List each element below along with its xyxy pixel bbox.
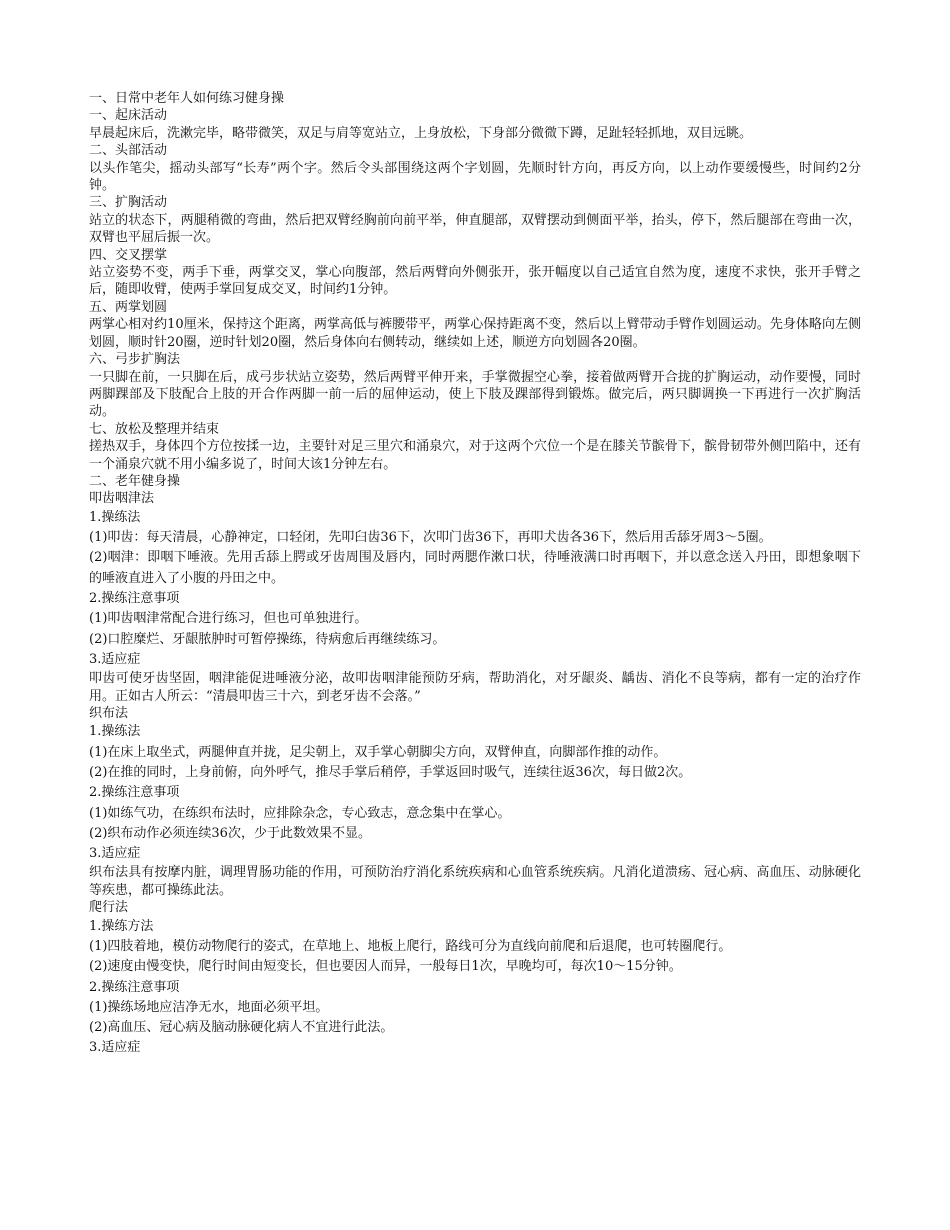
heading-relax: 七、放松及整理并结束 bbox=[89, 421, 220, 437]
heading-crawling: 爬行法 bbox=[89, 900, 129, 916]
list-item: 3.适应症 bbox=[89, 651, 141, 667]
heading-head: 二、头部活动 bbox=[89, 143, 168, 159]
heading-lunge: 六、弓步扩胸法 bbox=[89, 352, 181, 368]
list-item: 2.操练注意事项 bbox=[89, 979, 180, 995]
list-item: (1)操练场地应洁净无水，地面必须平坦。 bbox=[89, 999, 329, 1015]
list-item: (2)咽津：即咽下唾液。先用舌舔上腭或牙齿周围及唇内，同时两腮作漱口状，待唾液满口时再咽下，并以意念送入丹田，即想象咽下的唾液直进入了小腹的丹田之中。 bbox=[89, 550, 861, 586]
list-item: (2)口腔糜烂、牙龈脓肿时可暂停操练，待病愈后再继续练习。 bbox=[89, 631, 446, 647]
paragraph: 站立的状态下，两腿稍微的弯曲，然后把双臂经胸前向前平举，伸直腿部，双臂摆动到侧面平举，抬头，停下，然后腿部在弯曲一次，双臂也平屈后振一次。 bbox=[89, 212, 861, 246]
heading-palm-circles: 五、两掌划圆 bbox=[89, 299, 168, 315]
heading-main-2: 二、老年健身操 bbox=[89, 473, 181, 489]
paragraph: 早晨起床后，洗漱完毕，略带微笑，双足与肩等宽站立，上身放松，下身部分微微下蹲，足趾轻轻抓地，双目远眺。 bbox=[89, 125, 753, 141]
list-item: 1.操练法 bbox=[89, 509, 141, 525]
paragraph: 以头作笔尖，摇动头部写“长寿”两个字。然后令头部围绕这两个字划圆，先顺时针方向，再反方向，以上动作要缓慢些，时间约2分钟。 bbox=[89, 160, 861, 194]
heading-wake-up: 一、起床活动 bbox=[89, 108, 168, 124]
paragraph: 叩齿可使牙齿坚固，咽津能促进唾液分泌，故叩齿咽津能预防牙病，帮助消化，对牙龈炎、龋齿、消化不良等病，都有一定的治疗作用。正如古人所云：“清晨叩齿三十六，到老牙齿不会落。” bbox=[89, 671, 861, 704]
paragraph: 织布法具有按摩内脏，调理胃肠功能的作用，可预防治疗消化系统疾病和心血管系统疾病。凡消化道溃疡、冠心病、高血压、动脉硬化等疾患，都可操练此法。 bbox=[89, 865, 861, 898]
list-item: (2)织布动作必须连续36次，少于此数效果不显。 bbox=[89, 825, 371, 841]
list-item: (1)在床上取坐式，两腿伸直并拢，足尖朝上，双手掌心朝脚尖方向，双臂伸直，向脚部作推的动作。 bbox=[89, 744, 667, 760]
document-body bbox=[89, 90, 861, 1059]
heading-main-1: 一、日常中老年人如何练习健身操 bbox=[89, 91, 285, 106]
list-item: (2)高血压、冠心病及脑动脉硬化病人不宜进行此法。 bbox=[89, 1020, 394, 1036]
list-item: 2.操练注意事项 bbox=[89, 590, 180, 606]
list-item: (1)叩齿：每天清晨，心静神定，口轻闭，先叩臼齿36下，次叩门齿36下，再叩犬齿各36下，然后用舌舔牙周3～5圈。 bbox=[89, 530, 772, 546]
heading-chest: 三、扩胸活动 bbox=[89, 195, 168, 211]
list-item: (1)如练气功，在练织布法时，应排除杂念，专心致志，意念集中在掌心。 bbox=[89, 805, 511, 821]
paragraph: 一只脚在前，一只脚在后，成弓步状站立姿势，然后两臂平伸开来，手掌微握空心拳，接着做两臂开合拢的扩胸运动，动作要慢，同时两脚踝部及下肢配合上肢的开合作两脚一前一后的屈伸运动，使上下肢及踝部得到锻炼。做完后，两只脚调换一下再进行一次扩胸活动。 bbox=[89, 369, 861, 420]
list-item: (2)在推的同时，上身前俯，向外呼气，推尽手掌后稍停，手掌返回时吸气，连续往返36次，每日做2次。 bbox=[89, 764, 692, 780]
heading-cross-palms: 四、交叉摆掌 bbox=[89, 247, 168, 263]
list-item: 1.操练方法 bbox=[89, 918, 154, 934]
list-item: 3.适应症 bbox=[89, 1040, 141, 1056]
paragraph: 搓热双手，身体四个方位按揉一边，主要针对足三里穴和涌泉穴，对于这两个穴位一个是在膝关节髌骨下，髌骨韧带外侧凹陷中，还有一个涌泉穴就不用小编多说了，时间大该1分钟左右。 bbox=[89, 439, 861, 472]
heading-teeth: 叩齿咽津法 bbox=[89, 491, 155, 507]
list-item: (1)四肢着地，模仿动物爬行的姿式，在草地上、地板上爬行，路线可分为直线向前爬和后退爬，也可转圈爬行。 bbox=[89, 938, 732, 954]
list-item: 3.适应症 bbox=[89, 846, 141, 862]
paragraph: 站立姿势不变，两手下垂，两掌交叉，掌心向腹部，然后两臂向外侧张开，张开幅度以自己适宜自然为度，速度不求快，张开手臂之后，随即收臂，使两手掌回复成交叉，时间约1分钟。 bbox=[89, 265, 861, 298]
list-item: (2)速度由慢变快，爬行时间由短变长，但也要因人而异，一般每日1次，早晚均可，每次10～15分钟。 bbox=[89, 959, 682, 975]
list-item: (1)叩齿咽津常配合进行练习，但也可单独进行。 bbox=[89, 611, 368, 627]
list-item: 1.操练法 bbox=[89, 724, 141, 740]
paragraph: 两掌心相对约10厘米，保持这个距离，两掌高低与裤腰带平，两掌心保持距离不变，然后以上臂带动手臂作划圆运动。先身体略向左侧划圆，顺时针20圈，逆时针划20圈，然后身体向右侧转动，继续如上述，顺逆方向划圆各20圈。 bbox=[89, 317, 861, 350]
heading-weaving: 织布法 bbox=[89, 705, 129, 721]
list-item: 2.操练注意事项 bbox=[89, 785, 180, 801]
